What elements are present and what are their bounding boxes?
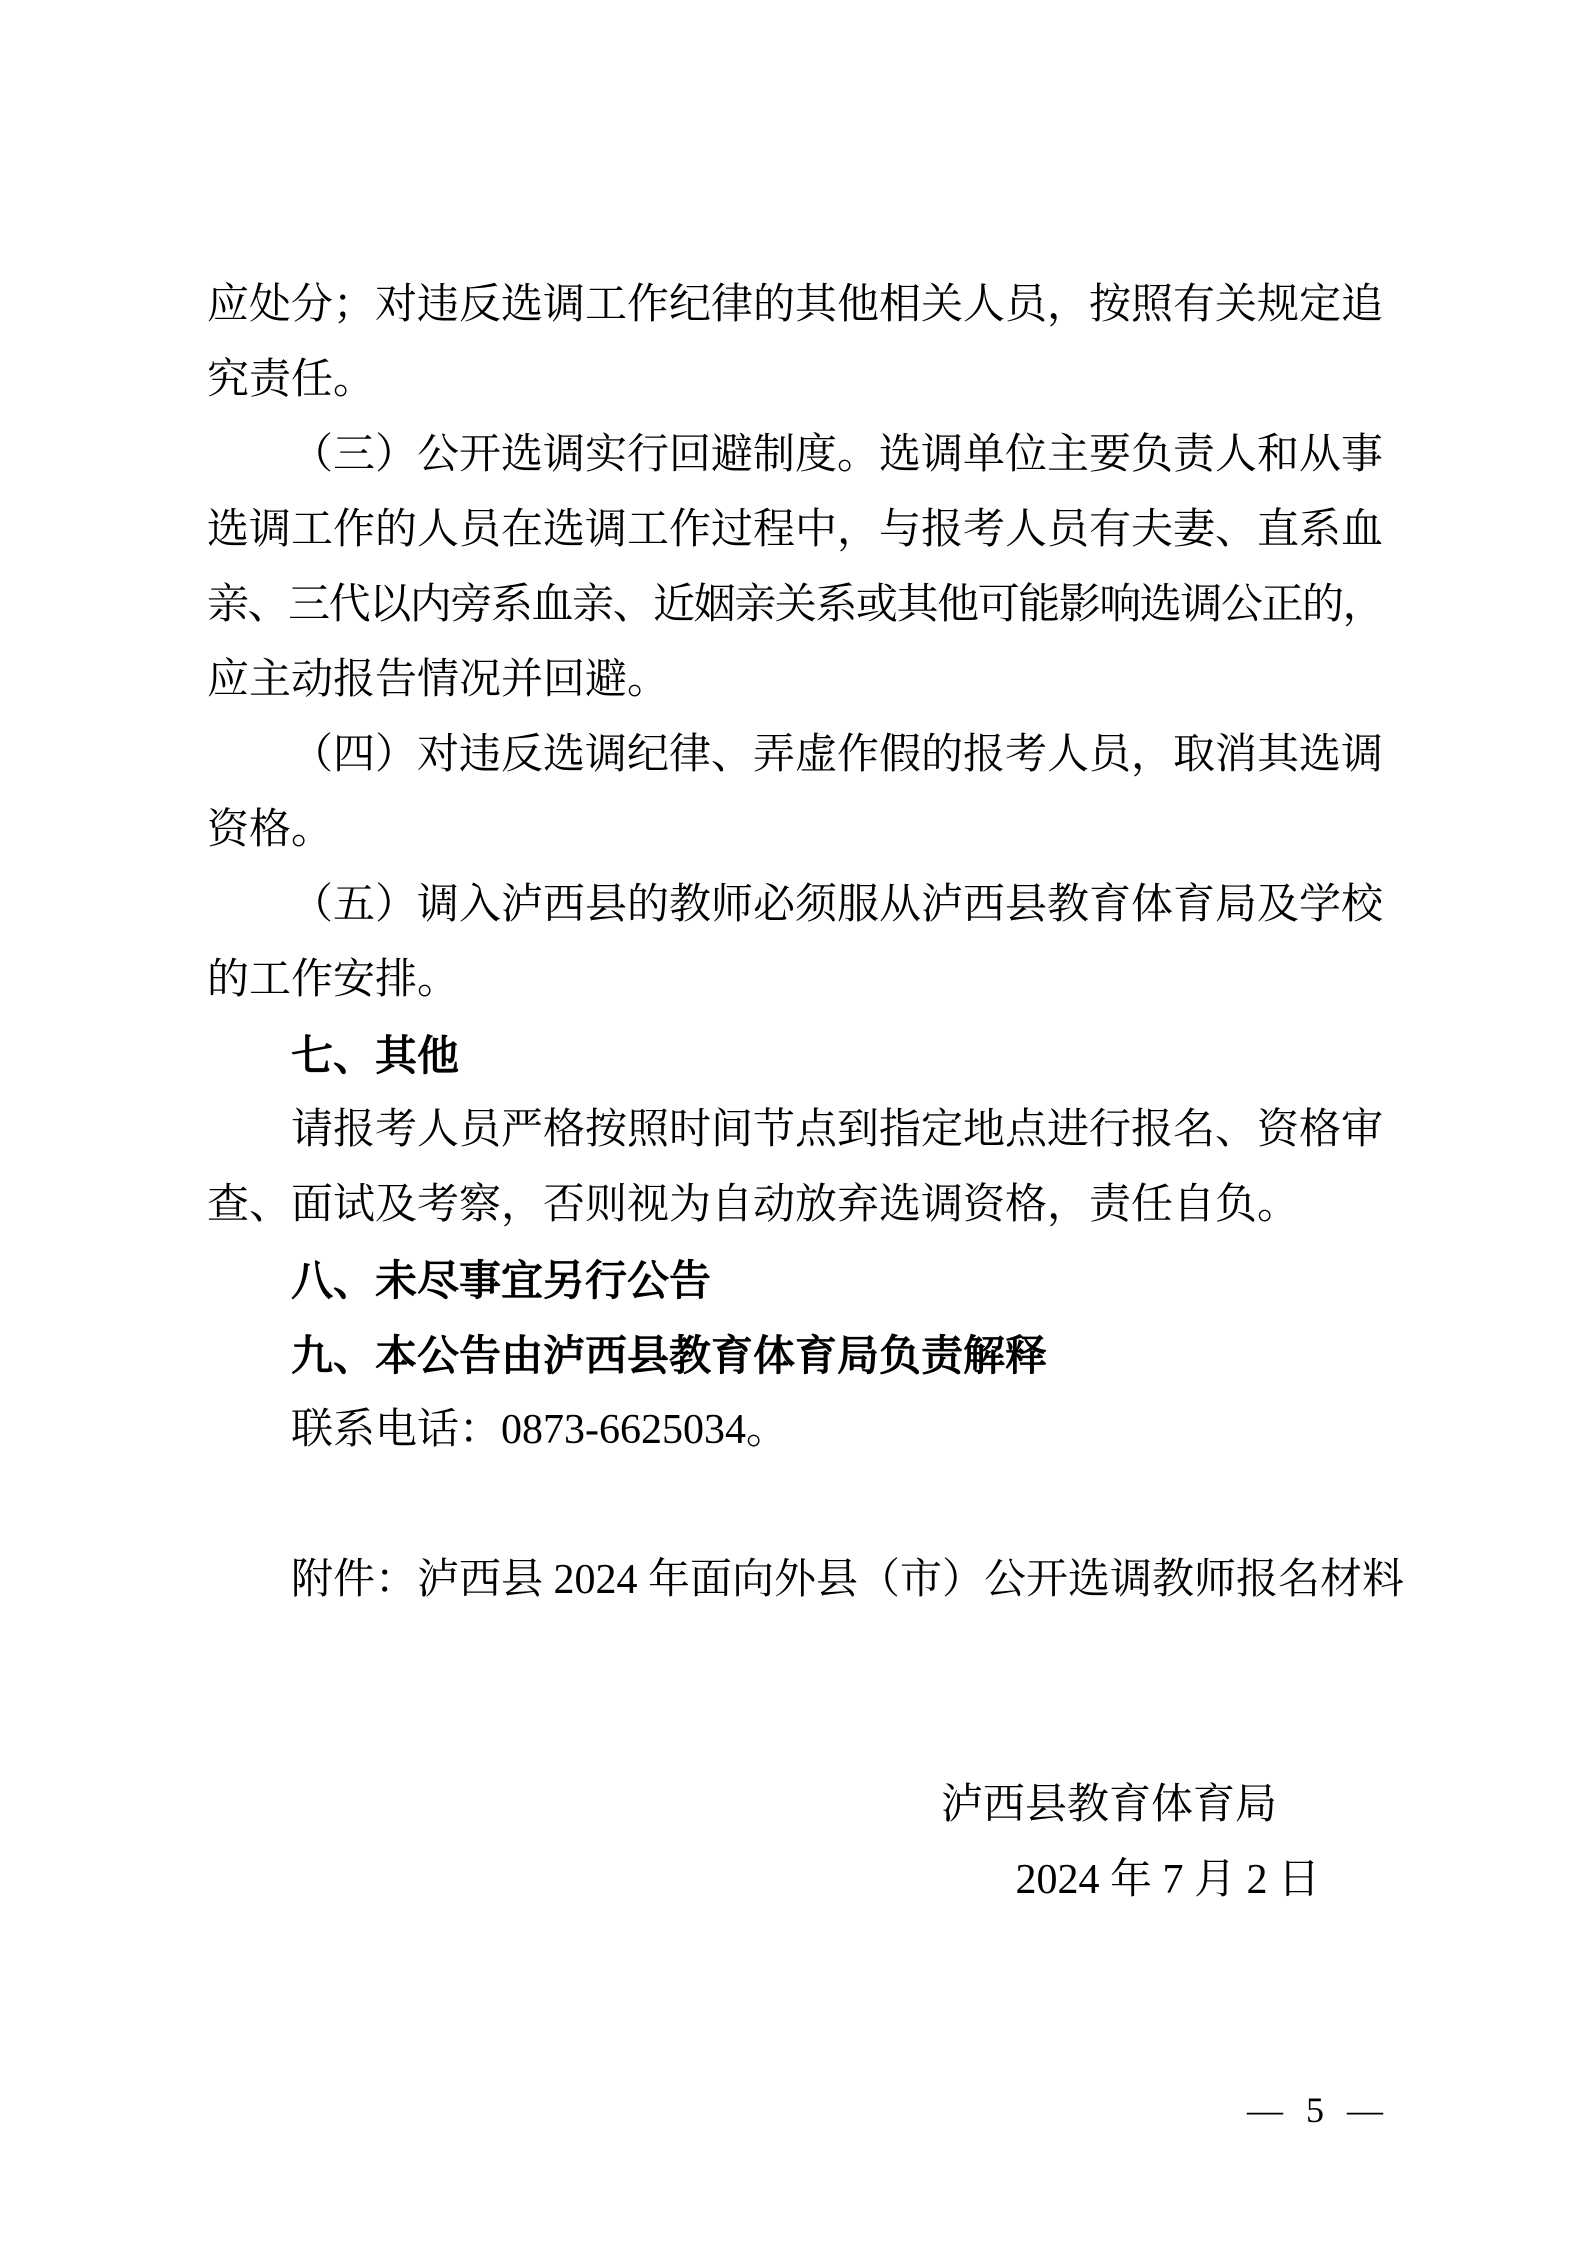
heading-section7-other: 七、其他 xyxy=(291,1032,460,1079)
para-item5-obey-line2: 的工作安排。 xyxy=(207,957,460,1003)
para-item5-obey-line1: （五）调入泸西县的教师必须服从泸西县教育体育局及学校 xyxy=(291,882,1384,928)
signature-date: 2024 年 7 月 2 日 xyxy=(1015,1857,1320,1903)
para-item4-disqualify-line1: （四）对违反选调纪律、弄虚作假的报考人员，取消其选调 xyxy=(291,732,1384,778)
para-item3-recusal-line4: 应主动报告情况并回避。 xyxy=(207,657,670,703)
para-item4-disqualify-line2: 资格。 xyxy=(207,807,334,853)
heading-section8-announcement: 八、未尽事宜另行公告 xyxy=(291,1257,712,1304)
signature-organization: 泸西县教育体育局 xyxy=(940,1782,1277,1828)
para-accountability-line2: 究责任。 xyxy=(207,357,376,403)
para-section7-body-line1: 请报考人员严格按照时间节点到指定地点进行报名、资格审 xyxy=(291,1107,1384,1153)
page-number: — 5 — xyxy=(1247,2090,1383,2130)
heading-section9-interpretation: 九、本公告由泸西县教育体育局负责解释 xyxy=(291,1332,1048,1379)
attachment-line: 附件：泸西县 2024 年面向外县（市）公开选调教师报名材料 xyxy=(291,1557,1405,1603)
document-body xyxy=(207,268,1405,1918)
para-item3-recusal-line2: 选调工作的人员在选调工作过程中，与报考人员有夫妻、直系血 xyxy=(207,507,1384,553)
para-accountability-line1: 应处分；对违反选调工作纪律的其他相关人员，按照有关规定追 xyxy=(207,282,1384,328)
para-item3-recusal-line3: 亲、三代以内旁系血亲、近姻亲关系或其他可能影响选调公正的， xyxy=(207,582,1383,628)
contact-phone-line: 联系电话：0873-6625034。 xyxy=(291,1407,788,1453)
para-section7-body-line2: 查、面试及考察，否则视为自动放弃选调资格，责任自负。 xyxy=(207,1182,1300,1228)
para-item3-recusal-line1: （三）公开选调实行回避制度。选调单位主要负责人和从事 xyxy=(291,432,1384,478)
